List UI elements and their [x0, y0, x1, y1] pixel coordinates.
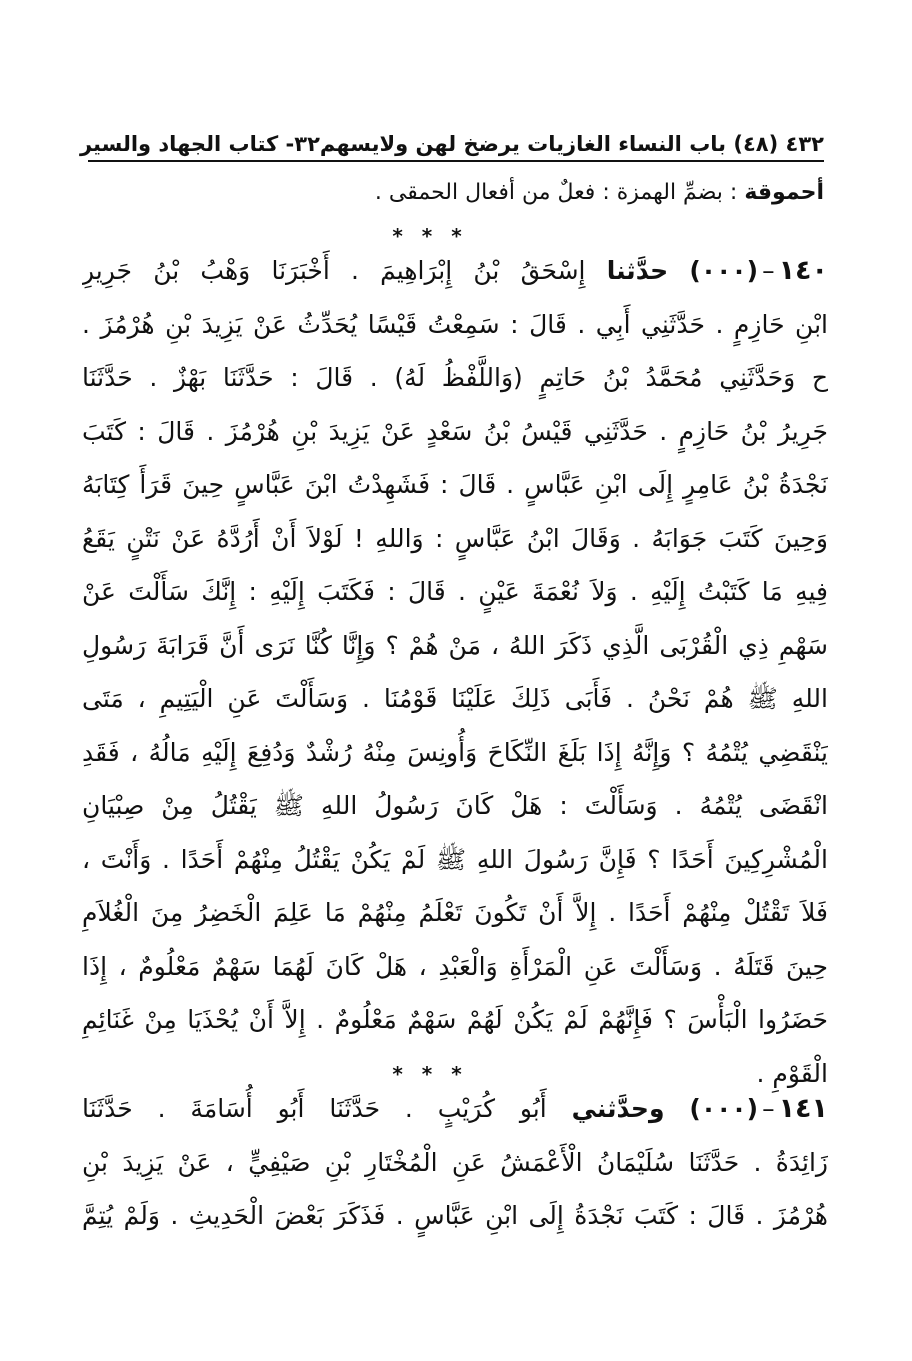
- footnote-gloss: [84, 180, 824, 205]
- hadith-140-line-16: الْقَوْمِ .: [756, 1058, 828, 1088]
- gloss-term: أحموقة: [744, 180, 824, 205]
- hadith-140-line-4: جَرِيرُ بْنُ حَازِمٍ . حَدَّثَنِي قَيْسُ بْنُ سَعْدٍ عَنْ يَزِيدَ بْنِ هُرْمُزَ . قَالَ : كَتَبَ: [82, 416, 828, 446]
- hadith-141-line-2: زَائِدَةُ . حَدَّثَنَا سُلَيْمَانُ الْأَعْمَشُ عَنِ الْمُخْتَارِ بْنِ صَيْفِيٍّ ، عَنْ يَزِيدَ بْنِ: [82, 1147, 828, 1177]
- hadith-140-line-13: فَلاَ تَقْتُلْ مِنْهُمْ أَحَدًا . إِلاَّ أَنْ تَكُونَ تَعْلَمُ مِنْهُمْ مَا عَلِمَ الْخَضِرُ مِنَ الْغُلاَمِ: [82, 898, 828, 927]
- header-book-title: ٣٢- كتاب الجهاد والسير: [79, 132, 320, 156]
- hadith-text: أَبُو كُرَيْبٍ . حَدَّثَنَا أَبُو أُسَامَةَ . حَدَّثَنَا: [82, 1094, 547, 1123]
- hadith-140-line-1: [82, 244, 828, 298]
- hadith-140-line-15: حَضَرُوا الْبَأْسَ ؟ فَإِنَّهُمْ لَمْ يَكُنْ لَهُمْ سَهْمٌ مَعْلُومٌ . إِلاَّ أَنْ يُحْذَيَا مِنْ غَنَائِمِ: [82, 1005, 828, 1034]
- hadith-number: ١٤١: [778, 1093, 828, 1124]
- hadith-code: (٠٠٠): [689, 256, 759, 285]
- hadith-140-line-8: سَهْمِ ذِي الْقُرْبَى الَّذِي ذَكَرَ اللهُ ، مَنْ هُمْ ؟ وَإِنَّا كُنَّا نَرَى أَنَّ قَرَابَةَ رَسُولِ: [82, 630, 828, 660]
- hadith-dash: –: [762, 1094, 775, 1123]
- header-section-title: ٤٣٢ (٤٨) باب النساء الغازيات يرضخ لهن ولايسهم: [319, 132, 824, 156]
- hadith-dash: –: [762, 256, 775, 285]
- hadith-code: (٠٠٠): [689, 1094, 759, 1123]
- hadith-140-line-2: ابْنِ حَازِمٍ . حَدَّثَنِي أَبِي . قَالَ : سَمِعْتُ قَيْسًا يُحَدِّثُ عَنْ يَزِيدَ بْنِ هُرْمُزَ .: [82, 309, 828, 339]
- hadith-141-line-1: [82, 1082, 828, 1136]
- hadith-140-line-5: نَجْدَةُ بْنُ عَامِرٍ إِلَى ابْنِ عَبَّاسٍ . قَالَ : فَشَهِدْتُ ابْنَ عَبَّاسٍ حِينَ قَرَأَ كِتَابَهُ: [82, 470, 828, 499]
- hadith-141-line-3: هُرْمُزَ . قَالَ : كَتَبَ نَجْدَةُ إِلَى ابْنِ عَبَّاسٍ . فَذَكَرَ بَعْضَ الْحَدِيثِ . وَلَمْ يُتِمَّ: [82, 1201, 828, 1230]
- section-separator: * * *: [392, 224, 468, 248]
- hadith-140-line-10: يَنْقَضِي يُتْمُهُ ؟ وَإِنَّهُ إِذَا بَلَغَ النِّكَاحَ وَأُونِسَ مِنْهُ رُشْدٌ وَدُفِعَ إِلَيْهِ مَالُهُ ، فَقَدِ: [82, 737, 828, 767]
- section-separator-2: * * *: [392, 1062, 468, 1086]
- hadith-lead-word: وحدَّثني: [571, 1094, 665, 1123]
- hadith-140-line-6: وَحِينَ كَتَبَ جَوَابَهُ . وَقَالَ ابْنُ عَبَّاسٍ : وَاللهِ ! لَوْلاَ أَنْ أَرُدَّهُ عَنْ نَتْنٍ يَقَعُ: [82, 523, 828, 553]
- hadith-140: [82, 244, 828, 1100]
- hadith-140-line-7: فِيهِ مَا كَتَبْتُ إِلَيْهِ . وَلاَ نُعْمَةَ عَيْنٍ . قَالَ : فَكَتَبَ إِلَيْهِ : إِنَّكَ سَأَلْتَ عَنْ: [82, 577, 828, 606]
- hadith-number: ١٤٠: [778, 255, 828, 286]
- hadith-text: إِسْحَقُ بْنُ إِبْرَاهِيمَ . أَخْبَرَنَا وَهْبُ بْنُ جَرِيرِ: [82, 256, 586, 285]
- hadith-140-line-9: اللهِ ﷺ هُمْ نَحْنُ . فَأَبَى ذَلِكَ عَلَيْنَا قَوْمُنَا . وَسَأَلْتَ عَنِ الْيَتِيمِ ، مَتَى: [82, 684, 828, 713]
- gloss-text: : بضمِّ الهمزة : فعلٌ من أفعال الحمقى .: [374, 180, 738, 205]
- hadith-140-line-11: انْقَضَى يُتْمُهُ . وَسَأَلْتَ : هَلْ كَانَ رَسُولُ اللهِ ﷺ يَقْتُلُ مِنْ صِبْيَانِ: [82, 791, 828, 820]
- hadith-141: [82, 1082, 828, 1243]
- hadith-lead-word: حدَّثنا: [606, 256, 669, 285]
- hadith-140-line-12: الْمُشْرِكِينَ أَحَدًا ؟ فَإِنَّ رَسُولَ اللهِ ﷺ لَمْ يَكُنْ يَقْتُلُ مِنْهُمْ أَحَدًا . وَأَنْتَ ،: [82, 844, 828, 874]
- hadith-140-line-3: ح وَحَدَّثَنِي مُحَمَّدُ بْنُ حَاتِمٍ (وَاللَّفْظُ لَهُ) . قَالَ : حَدَّثَنَا بَهْزٌ . حَدَّثَنَا: [82, 363, 828, 392]
- running-header: [79, 122, 824, 156]
- header-rule: [88, 160, 824, 162]
- hadith-140-line-14: حِينَ قَتَلَهُ . وَسَأَلْتَ عَنِ الْمَرْأَةِ وَالْعَبْدِ ، هَلْ كَانَ لَهُمَا سَهْمٌ مَعْلُومٌ ، إِذَا: [82, 951, 828, 981]
